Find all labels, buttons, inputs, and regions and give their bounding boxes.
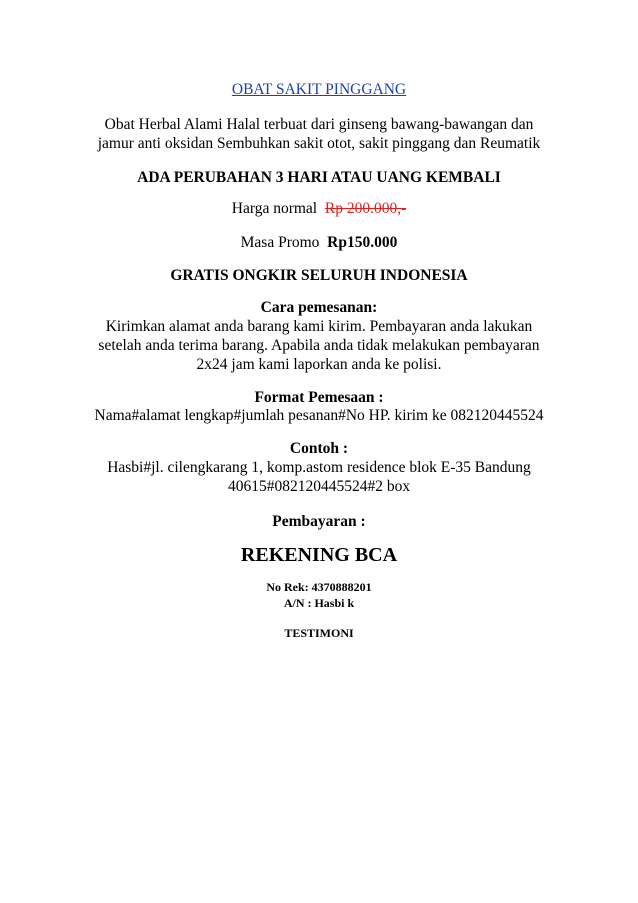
order-line-1: Kirimkan alamat anda barang kami kirim. Pembayaran anda lakukan bbox=[105, 318, 533, 335]
account-number: No Rek: 4370888201 bbox=[266, 580, 372, 594]
order-line-3: 2x24 jam kami laporkan anda ke polisi. bbox=[196, 356, 442, 373]
payment-heading: Pembayaran : bbox=[272, 513, 366, 530]
promo-price-label: Masa Promo bbox=[240, 234, 320, 251]
normal-price-row bbox=[0, 199, 638, 218]
format-line: Nama#alamat lengkap#jumlah pesanan#No HP. kirim ke 082120445524 bbox=[94, 407, 544, 424]
shipping-heading: GRATIS ONGKIR SELURUH INDONESIA bbox=[170, 267, 468, 284]
format-heading: Format Pemesaan : bbox=[254, 389, 384, 406]
normal-price-value: Rp 200.000,- bbox=[324, 200, 407, 217]
order-line-2: setelah anda terima barang. Apabila anda tidak melakukan pembayaran bbox=[98, 337, 540, 354]
example-heading: Contoh : bbox=[289, 440, 349, 457]
order-heading: Cara pemesanan: bbox=[260, 299, 378, 316]
account-holder: A/N : Hasbi k bbox=[283, 596, 355, 610]
example-line-1: Hasbi#jl. cilengkarang 1, komp.astom residence blok E-35 Bandung bbox=[107, 459, 531, 476]
intro-line-2: jamur anti oksidan Sembuhkan sakit otot, sakit pinggang dan Reumatik bbox=[97, 135, 541, 152]
bank-name: REKENING BCA bbox=[240, 544, 398, 566]
page-title-link[interactable]: OBAT SAKIT PINGGANG bbox=[231, 81, 407, 98]
testimonial-heading: TESTIMONI bbox=[284, 626, 354, 640]
guarantee-heading: ADA PERUBAHAN 3 HARI ATAU UANG KEMBALI bbox=[137, 169, 501, 186]
promo-price-row bbox=[0, 233, 638, 252]
example-line-2: 40615#082120445524#2 box bbox=[227, 478, 411, 495]
intro-line-1: Obat Herbal Alami Halal terbuat dari ginseng bawang-bawangan dan bbox=[104, 116, 534, 133]
promo-price-value: Rp150.000 bbox=[327, 234, 398, 251]
normal-price-label: Harga normal bbox=[231, 200, 318, 217]
